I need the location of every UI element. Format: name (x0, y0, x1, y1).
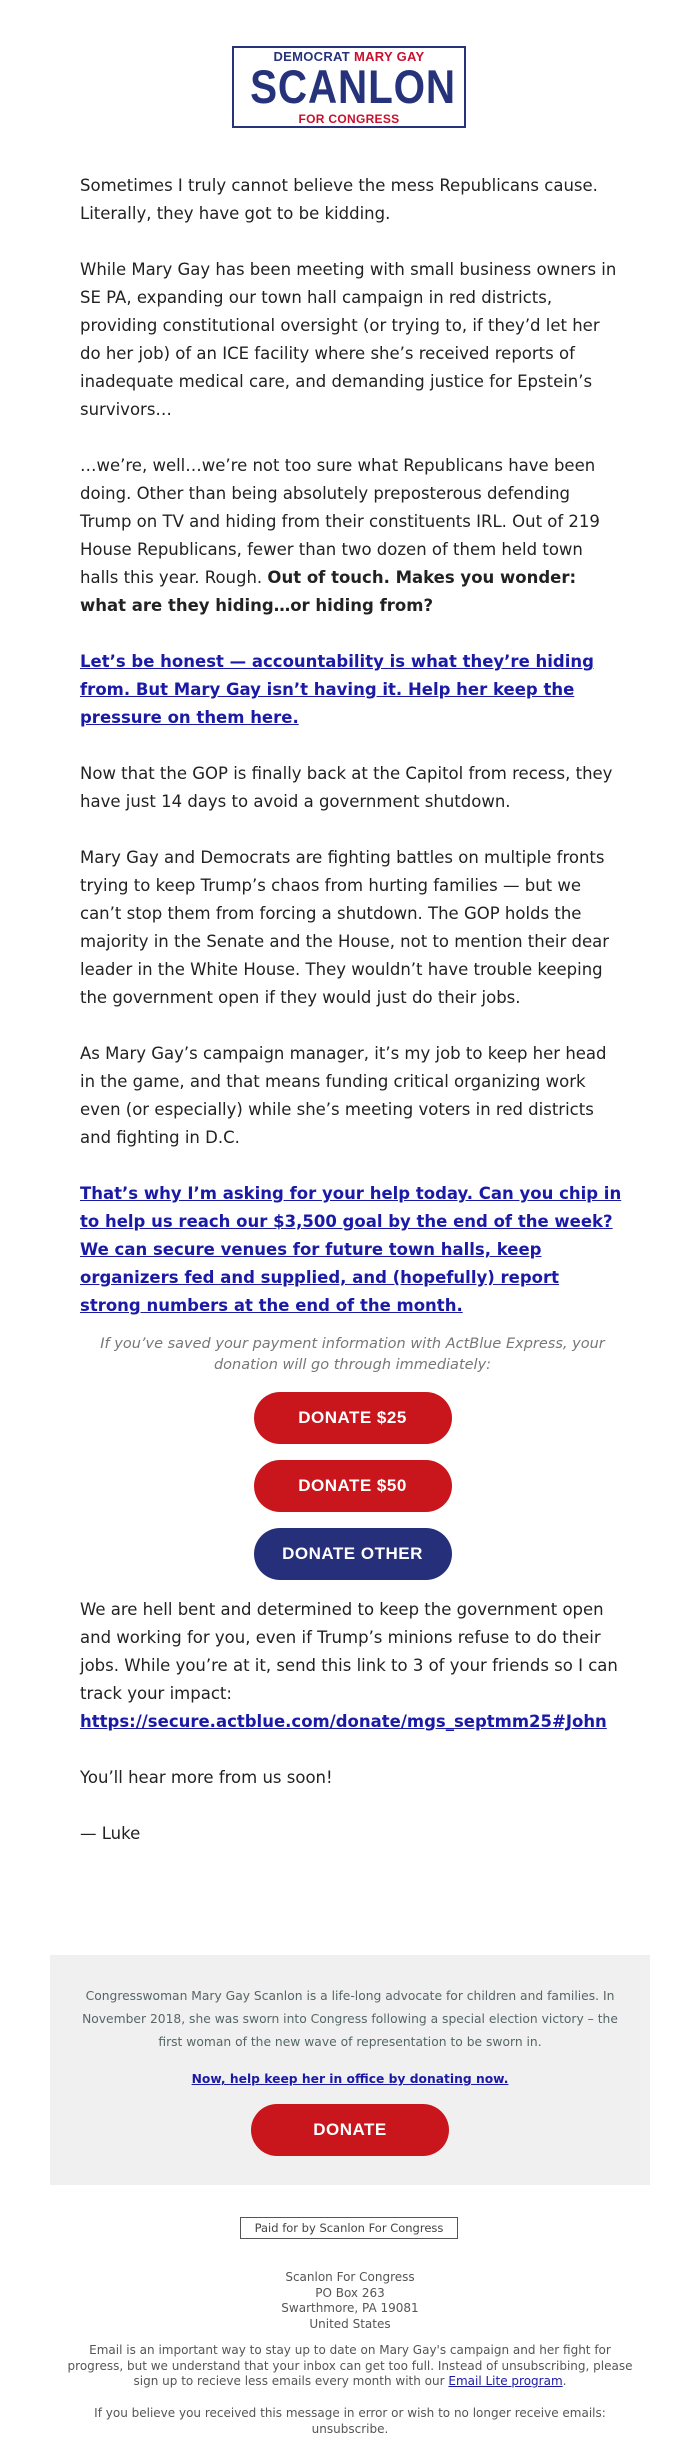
email-lite-link[interactable]: Email Lite program (448, 2374, 563, 2388)
scanlon-logo[interactable] (232, 46, 466, 128)
unsubscribe-notice (60, 2406, 640, 2437)
paragraph-8: You’ll hear more from us soon! (80, 1768, 333, 1787)
logo-democrat: DEMOCRAT (273, 49, 351, 64)
help-donate-link[interactable]: Now, help keep her in office by donating now. (191, 2072, 509, 2086)
email-body (80, 172, 625, 1876)
logo-name: SCANLON (250, 60, 456, 113)
paragraph-5: Mary Gay and Democrats are fighting battles on multiple fronts trying to keep Trump’s chaos from hurting families — but we can’t stop them from forcing a shutdown. The GOP holds the majority in the Senate and the House, not to mention their dear leader in the White House. They wouldn’t have trouble keeping the government open if they would just do their jobs. (80, 848, 610, 1007)
donate-50-button[interactable]: DONATE $50 (254, 1460, 452, 1512)
accountability-link[interactable]: Let’s be honest — accountability is what they’re hiding from. But Mary Gay isn’t having it. Help her keep the pressure on them here. (80, 652, 594, 727)
mailing-address (0, 2270, 700, 2332)
logo-for-congress: FOR CONGRESS (298, 112, 400, 126)
unsubscribe-text: If you believe you received this message in error or wish to no longer receive emails: (94, 2406, 606, 2420)
donate-other-button[interactable]: DONATE OTHER (254, 1528, 452, 1580)
actblue-express-note: If you’ve saved your payment information with ActBlue Express, your donation will go through immediately: (100, 1336, 605, 1373)
paragraph-6: As Mary Gay’s campaign manager, it’s my job to keep her head in the game, and that means funding critical organizing work even (or especially) while she’s meeting voters in red districts and fighting in D.C. (80, 1044, 607, 1147)
address-line-2: PO Box 263 (315, 2285, 385, 2300)
unsubscribe-end: . (384, 2421, 389, 2436)
email-lite-notice (60, 2343, 640, 2390)
paragraph-7 (80, 1596, 625, 1736)
paragraph-3-bold: Out of touch. Makes you wonder: what are they hiding…or hiding from? (80, 568, 577, 615)
paid-for-by: Paid for by Scanlon For Congress (240, 2217, 458, 2239)
email-lite-text: Email is an important way to stay up to date on Mary Gay's campaign and her fight for progress, but we understand that your inbox can get too full. Instead of unsubscribing, please sign up to recieve less emails every month with our (67, 2343, 633, 2388)
paragraph-7-text: We are hell bent and determined to keep the government open and working for you, even if Trump’s minions refuse to do their jobs. While you’re at it, send this link to 3 of your friends so I can track your impact: (80, 1600, 618, 1703)
footer-donate-button[interactable]: DONATE (251, 2104, 449, 2156)
footer-bio-box (50, 1955, 650, 2185)
paragraph-2: While Mary Gay has been meeting with small business owners in SE PA, expanding our town hall campaign in red districts, providing constitutional oversight (or trying to, if they’d let her do her job) of an ICE facility where she’s received reports of inadequate medical care, and demanding justice for Epstein’s survivors… (80, 260, 617, 419)
email-lite-end: . (562, 2374, 567, 2388)
donate-25-button[interactable]: DONATE $25 (254, 1392, 452, 1444)
chip-in-link[interactable]: That’s why I’m asking for your help today. Can you chip in to help us reach our $3,500 goal by the end of the week? We can secure venues for future town halls, keep organizers fed and supplied, and (hopefully) report strong numbers at the end of the month. (80, 1184, 622, 1315)
paragraph-1: Sometimes I truly cannot believe the mess Republicans cause. Literally, they have got to be kidding. (80, 176, 598, 223)
paragraph-3 (80, 452, 625, 620)
unsubscribe-link[interactable]: unsubscribe (311, 2421, 385, 2436)
paragraph-3-text: …we’re, well…we’re not too sure what Republicans have been doing. Other than being absolutely preposterous defending Trump on TV and hiding from their constituents IRL. Out of 219 House Republicans, fewer than two dozen of them held town halls this year. Rough. (80, 456, 600, 587)
address-line-3: Swarthmore, PA 19081 (281, 2301, 419, 2315)
share-url-link[interactable]: https://secure.actblue.com/donate/mgs_septmm25#John (80, 1712, 607, 1731)
signoff: — Luke (80, 1824, 141, 1843)
address-line-4: United States (309, 2316, 391, 2331)
paragraph-4: Now that the GOP is finally back at the Capitol from recess, they have just 14 days to avoid a government shutdown. (80, 764, 613, 811)
bio-text: Congresswoman Mary Gay Scanlon is a life-long advocate for children and families. In November 2018, she was sworn into Congress following a special election victory – the first woman of the new wave of representation to be sworn in. (82, 1989, 618, 2049)
address-line-1: Scanlon For Congress (285, 2270, 415, 2284)
logo-mary-gay: MARY GAY (353, 49, 425, 64)
